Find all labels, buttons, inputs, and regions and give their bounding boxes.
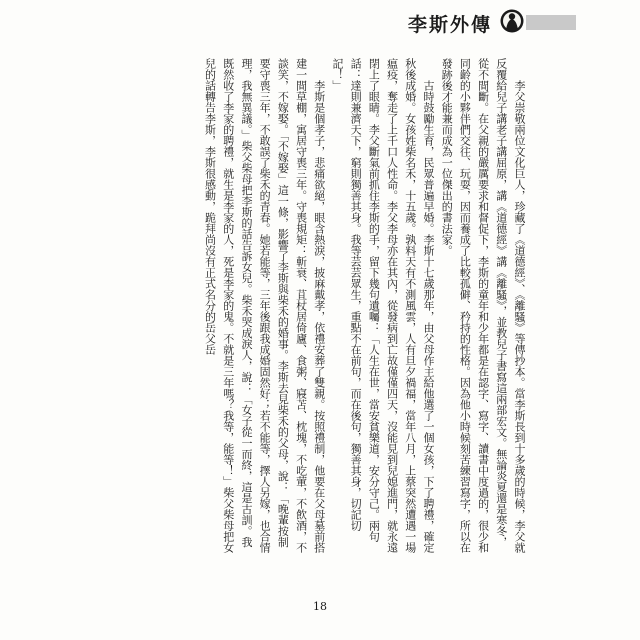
- page-number: 18: [313, 600, 327, 613]
- header-decor-bar: [526, 15, 576, 30]
- running-header-title: 李斯外傳: [408, 14, 493, 36]
- portrait-emblem-icon: [500, 8, 524, 34]
- paragraph-1: 李父崇敬兩位文化巨人，珍藏了《道德經》、《離騷》等傳抄本。當李斯長到十多歲的時候，李父就反覆給兒子講老子講屈原，講《道德經》講《離騷》，並教兒子書寫這兩部宏文。無論炎夏還是寒冬，從不間斷。在父親的嚴厲要求和督促下，李斯的童年和少年都是在認字、寫字、讀書中度過的，很少和同齡的小夥伴們交往、玩耍，因而養成了比較孤僻、矜持的性格。因為他小時候刻苦練習寫字，所以在發跡後才能兼而成為一位傑出的書法家。: [440, 58, 526, 553]
- paragraph-3: 李斯是個孝子，悲痛欲絕，眼含熱淚，披麻戴孝，依禮安葬了雙親。按照禮制，他要在父母墓前搭建一間草棚，寓居守喪三年。守喪規矩：斬衰、苴杖居倚廬、食粥、寢苫、枕塊，不吃葷，不飲酒，不談笑，不嫁娶。「不嫁娶」這一條，影響了李斯與柴禾的婚事。李斯去見柴禾的父母，說：「晚輩按制要守喪三年，不敢誤了柴禾的青春。她若能等，三年後跟我成婚固然好；若不能等，擇人另嫁，也合情理，我無異議。」柴父柴母把李斯的話告訴女兒。柴禾哭成淚人，說：「女子從一而終，這是古訓。我既然收了李家的聘禮，就生是李家的人，死是李家的鬼。不就是三年嗎？我等，能等！」柴父柴母把女兒的話轉告李斯，李斯很感動，跪拜尚沒有正式名分的岳父岳: [203, 58, 326, 553]
- paragraph-2: 古時鼓勵生育，民眾普遍早婚。李斯十七歲那年，由父母作主給他選了一個女孩，下了聘禮，確定秋後成婚。女孩姓柴名禾，十五歲。孰料天有不測風雲，人有旦夕禍福，當年八月，上蔡突然遭遇一場瘟疫，奪走了上千口人性命。李父李母亦在其內，從發病到亡故僅僅四天，沒能見到兒媳進門，就永遠閉上了眼睛。李父斷氣前抓住李斯的手，留下幾句遺囑：「人生在世，當安貧樂道，安分守己。兩句話：達則兼濟天下，窮則獨善其身。我等芸芸眾生，重點不在前句，而在後句，獨善其身，切記切記！」: [330, 58, 435, 553]
- vertical-body-text: [178, 58, 528, 556]
